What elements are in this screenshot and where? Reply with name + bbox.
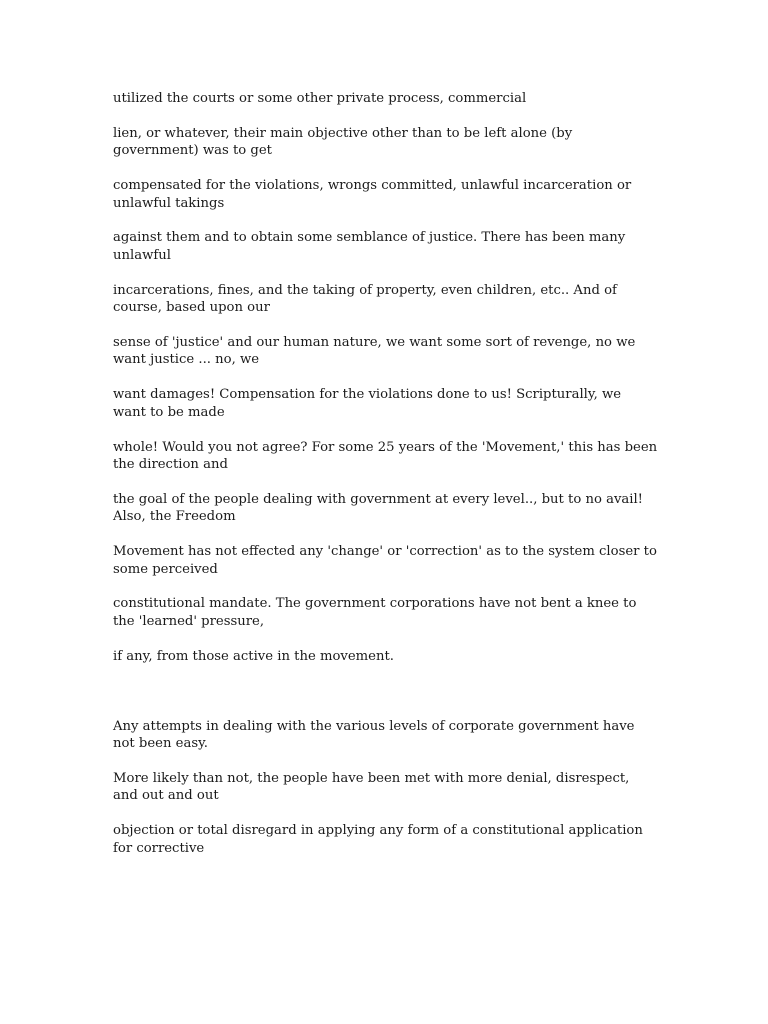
paragraph: constitutional mandate. The government corporations have not bent a knee to the 'learned' pressure, xyxy=(113,596,637,629)
paragraph: whole! Would you not agree? For some 25 years of the 'Movement,' this has been the direction and xyxy=(113,439,658,473)
paragraph: want damages! Compensation for the violations done to us! Scripturally, we want to be made xyxy=(113,387,622,420)
paragraph: sense of 'justice' and our human nature, we want some sort of revenge, no we want justice ... no, we xyxy=(113,334,636,368)
paragraph: Movement has not effected any 'change' or 'correction' as to the system closer to some perceived xyxy=(113,544,657,577)
paragraph: Any attempts in dealing with the various levels of corporate government have not been easy. xyxy=(113,718,635,752)
paragraph: against them and to obtain some semblance of justice. There has been many unlawful xyxy=(113,230,626,263)
paragraph: lien, or whatever, their main objective other than to be left alone (by government) was to get xyxy=(113,125,573,159)
document-body xyxy=(113,90,658,874)
section-gap xyxy=(113,683,658,718)
paragraph: compensated for the violations, wrongs committed, unlawful incarceration or unlawful takings xyxy=(113,178,632,211)
paragraph: utilized the courts or some other private process, commercial xyxy=(113,91,527,106)
paragraph: More likely than not, the people have been met with more denial, disrespect, and out and out xyxy=(113,770,630,804)
paragraph: the goal of the people dealing with government at every level.., but to no avail! Also, the Freedom xyxy=(113,491,643,525)
paragraph: if any, from those active in the movement. xyxy=(113,648,394,664)
paragraph: objection or total disregard in applying any form of a constitutional application for corrective xyxy=(113,823,643,856)
paragraph: incarcerations, fines, and the taking of property, even children, etc.. And of course, based upon our xyxy=(113,282,617,316)
